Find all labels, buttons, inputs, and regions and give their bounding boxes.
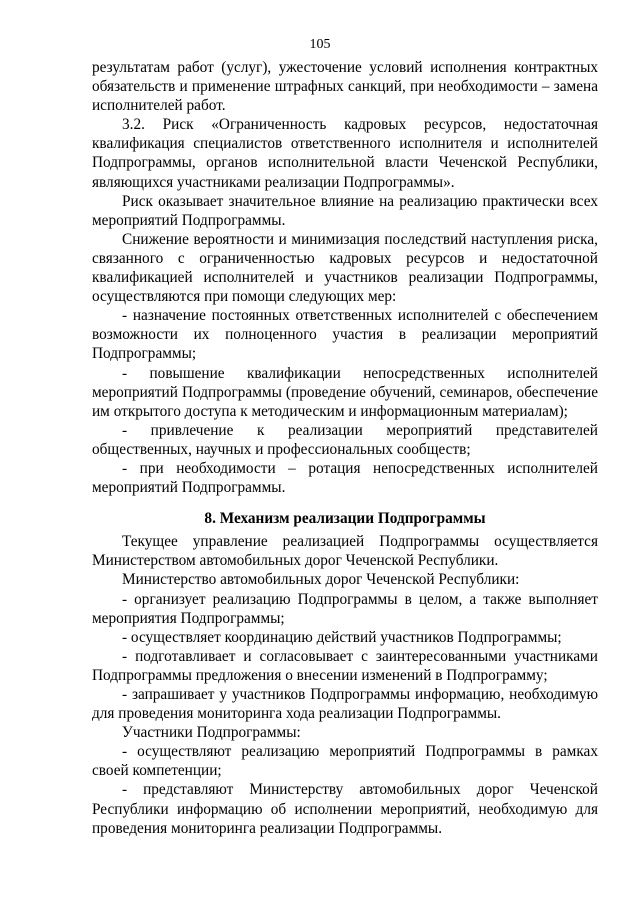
- document-body: [92, 58, 598, 838]
- paragraph-risk-impact: Риск оказывает значительное влияние на реализацию практически всех мероприятий Подпрограммы.: [92, 192, 598, 229]
- paragraph-risk-3-2: 3.2. Риск «Ограниченность кадровых ресурсов, недостаточная квалификация специалистов ответственного исполнителя и исполнителей Подпрограммы, органов исполнительной власти Чеченской Республики, являющихся участниками реализации Подпрограммы».: [92, 116, 598, 191]
- list-item-measure-1: - назначение постоянных ответственных исполнителей с обеспечением возможности их полноценного участия в реализации мероприятий Подпрограммы;: [92, 307, 598, 363]
- paragraph-management: Текущее управление реализацией Подпрограммы осуществляется Министерством автомобильных дорог Чеченской Республики.: [92, 533, 598, 570]
- page-number: 105: [309, 37, 331, 52]
- list-item-ministry-4: - запрашивает у участников Подпрограммы информацию, необходимую для проведения мониторинга хода реализации Подпрограммы.: [92, 686, 598, 723]
- paragraph-continuation: результатам работ (услуг), ужесточение условий исполнения контрактных обязательств и применение штрафных санкций, при необходимости – замена исполнителей работ.: [92, 59, 598, 115]
- list-item-measure-3: - привлечение к реализации мероприятий представителей общественных, научных и профессиональных сообществ;: [92, 421, 598, 458]
- paragraph-ministry: Министерство автомобильных дорог Чеченской Республики:: [122, 571, 520, 589]
- section-heading: 8. Механизм реализации Подпрограммы: [204, 510, 486, 528]
- list-item-ministry-3: - подготавливает и согласовывает с заинтересованными участниками Подпрограммы предложения о внесении изменений в Подпрограмму;: [92, 647, 598, 684]
- list-item-ministry-1: - организует реализацию Подпрограммы в целом, а также выполняет мероприятия Подпрограммы;: [92, 590, 598, 627]
- list-item-measure-2: - повышение квалификации непосредственных исполнителей мероприятий Подпрограммы (проведение обучений, семинаров, обеспечение им открытого доступа к методическим и информационным материалам);: [92, 364, 598, 420]
- paragraph-risk-mitigation: Снижение вероятности и минимизация последствий наступления риска, связанного с ограниченностью кадровых ресурсов и недостаточной квалификацией исполнителей и участников реализации Подпрограммы, осуществляются при помощи следующих мер:: [92, 230, 598, 306]
- list-item-ministry-2: - осуществляет координацию действий участников Подпрограммы;: [122, 628, 562, 646]
- paragraph-participants: Участники Подпрограммы:: [122, 724, 301, 742]
- list-item-measure-4: - при необходимости – ротация непосредственных исполнителей мероприятий Подпрограммы.: [92, 459, 598, 497]
- list-item-participants-1: - осуществляют реализацию мероприятий Подпрограммы в рамках своей компетенции;: [92, 743, 598, 780]
- list-item-participants-2: - представляют Министерству автомобильных дорог Чеченской Республики информацию об исполнении мероприятий, необходимую для проведения мониторинга реализации Подпрограммы.: [92, 781, 598, 837]
